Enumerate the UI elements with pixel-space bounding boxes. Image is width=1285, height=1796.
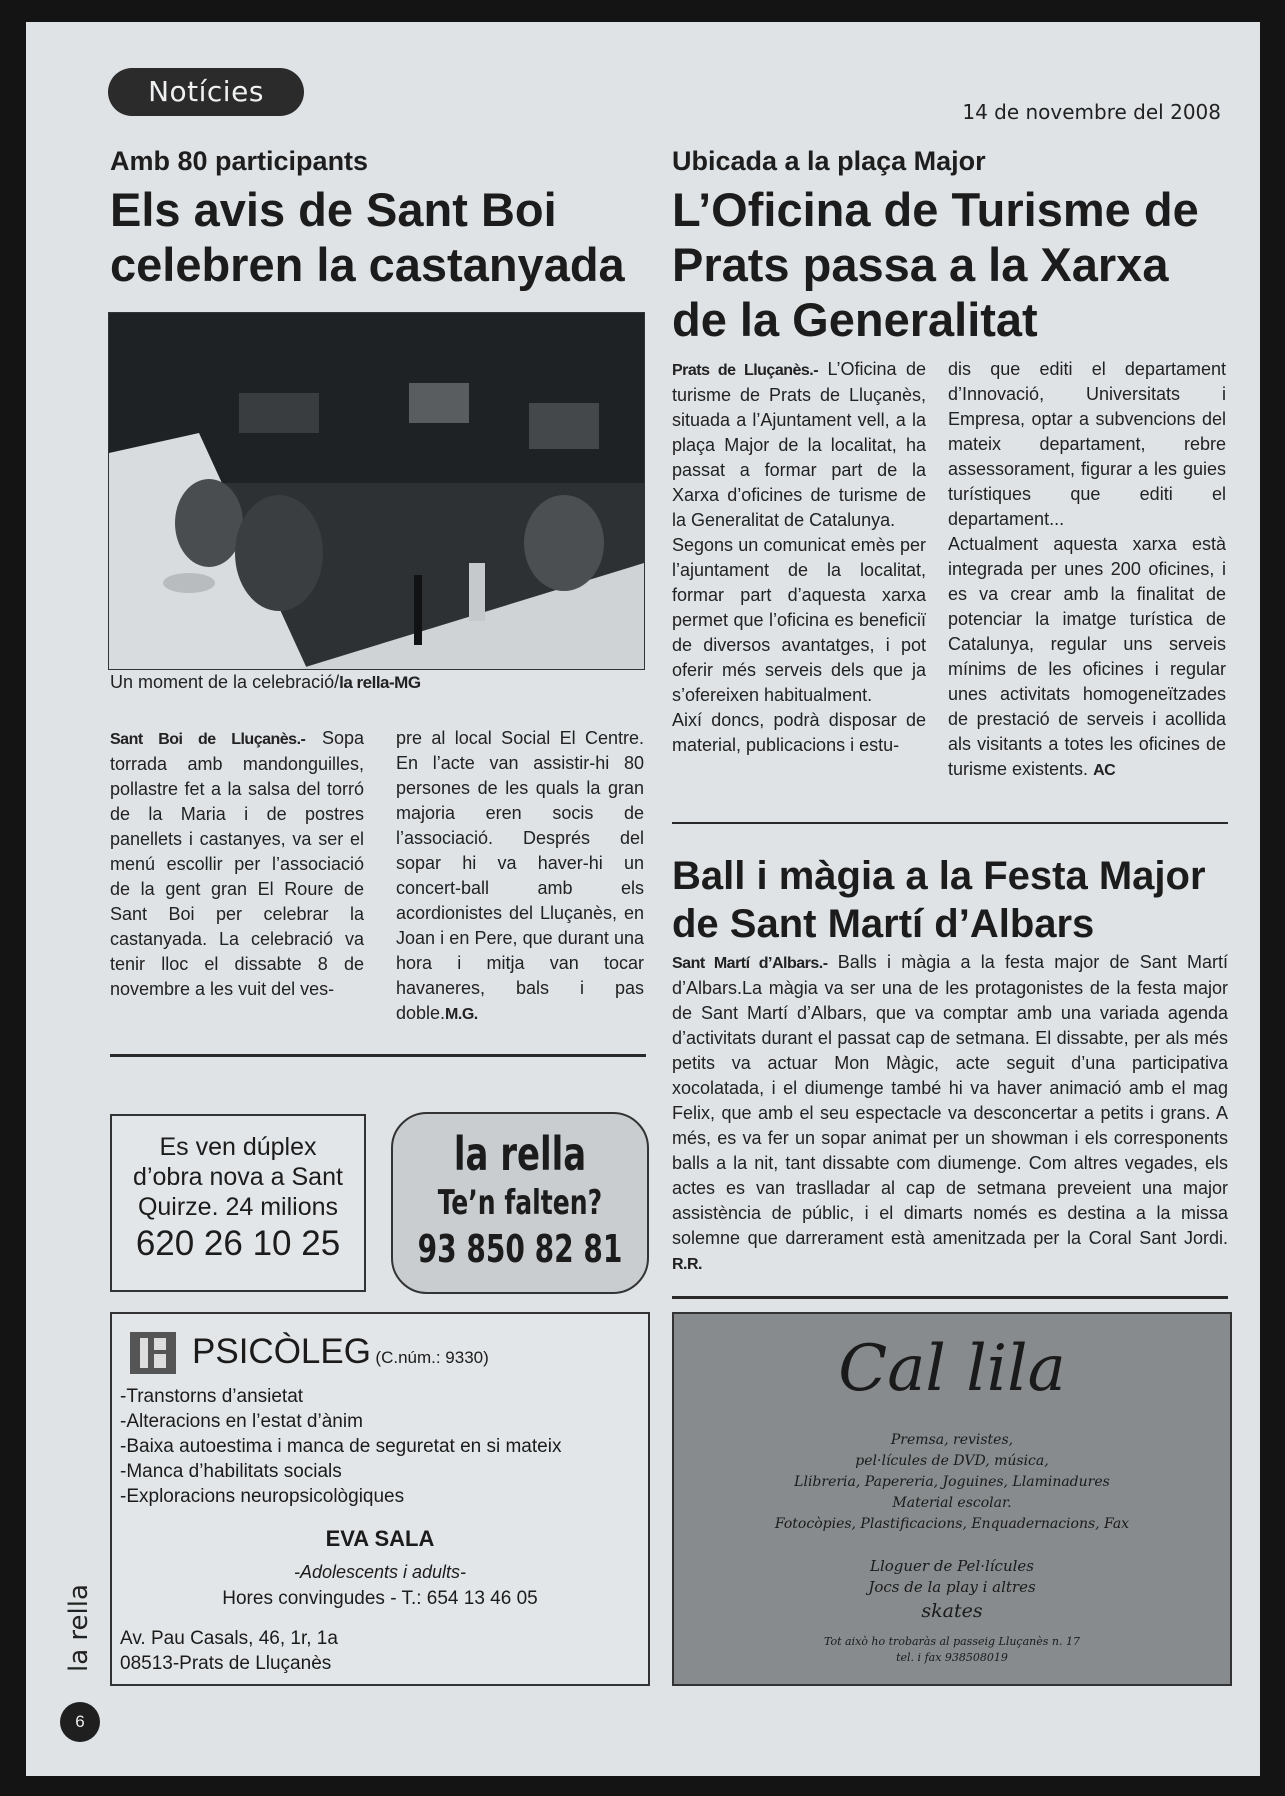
cal-lila-brand: Cal lila [838,1332,1066,1406]
duplex-ad-phone: 620 26 10 25 [135,1224,341,1263]
newspaper-page [26,22,1260,1776]
article2-kicker: Ubicada a la plaça Major [672,146,986,176]
product-line: Llibreria, Papereria, Joguines, Llaminadures [794,1474,1110,1490]
article3-place: Sant Martí d’Albars.- [672,955,828,972]
issue-date: 14 de novembre del 2008 [962,100,1221,124]
event-photo [108,312,645,670]
article1-kicker: Amb 80 participants [110,146,369,176]
divider-right-bottom [672,1296,1228,1299]
psychologist-license: (C.núm.: 9330) [375,1348,489,1367]
duplex-ad-line-1: Es ven dúplex [159,1133,317,1161]
photo-caption [110,672,421,693]
rella-ad-tagline: Te’n falten? [437,1183,603,1223]
rental-line: Lloguer de Pel·lícules [869,1557,1034,1575]
article2-para-5-text: Actualment aquesta xarxa està integrada per unes 200 oficines, i es va crear amb la finalitat de potenciar la imatge turística de Catalunya, regular uns serveis mínims de les oficines i regular unes activitats homogeneïtzades de prestació de serveis i acollida als visitants a totes les oficines de turisme existents. [948,534,1226,779]
psychologist-services [120,1384,561,1509]
dinner-photo-image [109,313,644,669]
service-item: -Manca d’habilitats socials [120,1461,342,1482]
article1-column-2 [396,726,644,1027]
rental-line: skates [921,1600,983,1622]
psychologist-audience: -Adolescents i adults- [293,1562,467,1582]
cal-lila-rentals [674,1556,1230,1624]
article3-headline: Ball i màgia a la Festa Major de Sant Martí d’Albars [672,854,1206,946]
cal-lila-products [674,1430,1230,1535]
rella-ad-phone: 93 850 82 81 [417,1227,623,1271]
article2-place: Prats de Lluçanès.- [672,362,819,379]
cal-lila-ad [672,1312,1232,1686]
service-item: -Transtorns d’ansietat [120,1386,304,1407]
cal-lila-address: Tot això ho trobaràs al passeig Lluçanès n. 17 [824,1635,1080,1648]
address-line-2: 08513-Prats de Lluçanès [120,1653,332,1674]
duplex-ad-line-3: Quirze. 24 milions [137,1193,339,1221]
psychologist-title: PSICÒLEG [192,1332,371,1371]
section-label: Notícies [108,68,304,116]
article2-para-1-text: L’Oficina de turisme de Prats de Lluçanès, situada a l’Ajuntament vell, a la plaça Major de la localitat, ha passat a formar part de la Xarxa d’oficines de turisme de la Generalitat de Catalunya. [672,359,927,530]
article1-col1-text: Sopa torrada amb mandonguilles, pollastre fet a la salsa del torró de la Maria i de postres panellets i castanyes, va ser el menú escollir per l’associació de la gent gran El Roure de Sant Boi per celebrar la castanyada. La celebració va tenir lloc el dissabte 8 de novembre a les vuit del ves- [110,728,364,999]
psychologist-name: EVA SALA [325,1526,435,1551]
psychologist-address [120,1626,338,1676]
article2-para-2: Segons un comunicat emès per l’ajuntament de la localitat, formar part d’aquesta xarxa permet que l’oficina es beneficiï de diversos avantatges, i pot oferir més serveis dels que ja s’ofereixen habitualment. [672,535,926,705]
page-number: 6 [60,1702,100,1742]
publication-side-label: la rella [64,1584,94,1672]
psychologist-hours: Hores convingudes - T.: 654 13 46 05 [222,1588,538,1609]
article2-column-2 [948,357,1226,783]
product-line: Premsa, revistes, [890,1432,1014,1448]
article1-place: Sant Boi de Lluçanès.- [110,731,306,748]
article2-para-4: dis que editi el departament d’Innovació, Universitats i Empresa, optar a subvencions del mateix departament, rebre assessorament, figurar a les guies turístiques que editi el departament... [948,359,1226,529]
duplex-ad [110,1114,366,1292]
product-line: Material escolar. [892,1495,1012,1511]
article3-body-text: Balls i màgia a la festa major de Sant Martí d’Albars.La màgia va ser una de les protagonistes de la festa major de Sant Martí d’Albars, que va comptar amb una variada agenda d’activitats durant el passat cap de setmana. El dissabte, per als més petits va actuar Mon Màgic, acte seguit d’una participativa xocolatada, i el diumenge també hi va haver animació amb el mag Felix, que amb el seu espectacle va desconcertar a petits i grans. A més, es va fer un sopar animat per un showman i els corresponents balls a la nit, tant dissabte com diumenge. Com altres vegades, els actes es van traslladar al cap de setmana preveient una major assistència de públic, i el dimarts només es destina a la missa solemne que darrerament està amenitzada per la Coral Sant Jordi. [672,952,1228,1248]
address-line-1: Av. Pau Casals, 46, 1r, 1a [120,1628,338,1649]
rental-line: Jocs de la play i altres [868,1578,1036,1596]
article2-para-3: Així doncs, podrà disposar de material, publicacions i estu- [672,710,926,755]
article1-signature: M.G. [445,1006,478,1023]
cal-lila-phone: tel. i fax 938508019 [896,1651,1008,1664]
divider-right-top [672,822,1228,824]
service-item: -Exploracions neuropsicològiques [120,1486,405,1507]
duplex-ad-line-2: d’obra nova a Sant [133,1163,343,1191]
article1-col2-text: pre al local Social El Centre. En l’acte van assistir-hi 80 persones de les quals la gran majoria eren socis de l’associació. Després del sopar hi va haver-hi un concert-ball amb els acordionistes del Lluçanès, en Joan i en Pere, que durant una hora i mitja van tocar havaneres, bals i pas doble. [396,728,644,1023]
product-line: pel·lícules de DVD, música, [855,1453,1049,1469]
psychologist-ad [110,1312,650,1686]
service-item: -Baixa autoestima i manca de seguretat en si mateix [120,1436,562,1457]
article2-para-5 [948,532,1226,783]
article2-column-1 [672,357,926,758]
article3-signature: R.R. [672,1256,702,1273]
article1-headline: Els avis de Sant Boi celebren la castanyada [110,183,625,291]
article1-column-1 [110,726,364,1002]
article2-para-1 [672,357,926,533]
psychology-logo-icon [130,1332,176,1374]
article3-body [672,950,1228,1277]
divider-left [110,1054,646,1057]
rella-ad-brand: la rella [453,1127,587,1181]
rella-ad [391,1112,649,1294]
article2-headline: L’Oficina de Turisme de Prats passa a la Xarxa de la Generalitat [672,183,1199,346]
service-item: -Alteracions en l’estat d’ànim [120,1411,363,1432]
article2-signature: AC [1093,762,1116,779]
caption-credit: la rella-MG [339,673,421,692]
caption-text: Un moment de la celebració/ [110,672,340,692]
cal-lila-footer [674,1634,1230,1666]
psychologist-title-row [192,1332,489,1372]
product-line: Fotocòpies, Plastificacions, Enquadernacions, Fax [774,1516,1130,1532]
